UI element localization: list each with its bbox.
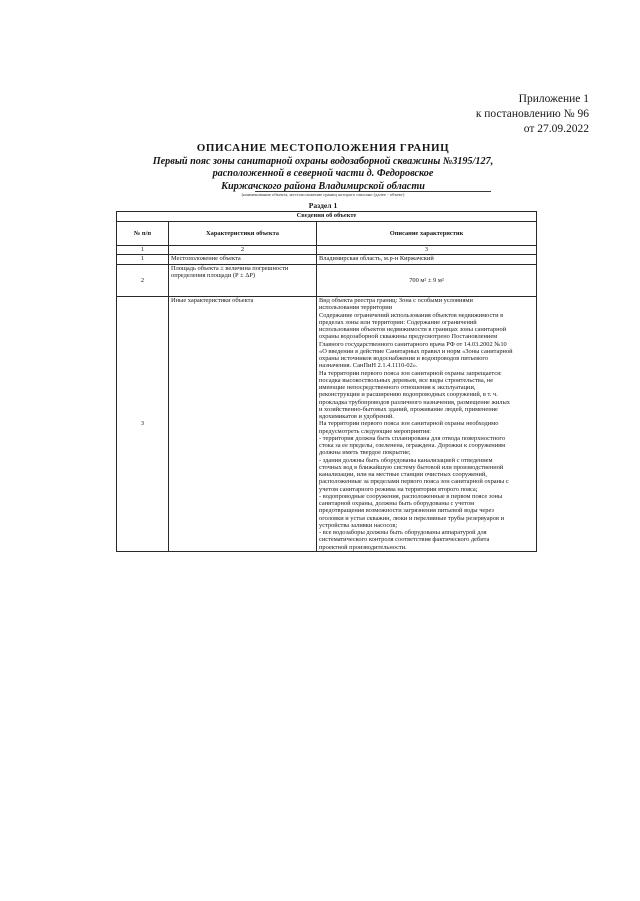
appendix-number: Приложение 1	[518, 93, 589, 105]
table-row	[117, 255, 537, 265]
object-caption: (наименование объекта, местоположение границ которого описано (далее - объект)	[241, 192, 405, 197]
row-description: Владимирская область, м.р-н Киржачский	[317, 255, 537, 265]
row-number: 3	[117, 297, 169, 552]
subtitle-line-2: расположенной в северной части д. Федоровское	[212, 168, 434, 180]
resolution-date: от 27.09.2022	[523, 123, 589, 135]
table-row	[117, 297, 537, 552]
table-row	[117, 265, 537, 297]
header-description: Описание характеристик	[317, 222, 537, 246]
resolution-number: к постановлению № 96	[475, 108, 589, 120]
section-label: Раздел 1	[308, 201, 338, 210]
row-number: 1	[117, 255, 169, 265]
row-characteristic: Местоположение объекта	[169, 255, 317, 265]
object-info-table	[116, 211, 537, 552]
header-characteristic: Характеристики объекта	[169, 222, 317, 246]
column-number-3: 3	[317, 246, 537, 255]
table-heading: Сведения об объекте	[117, 212, 537, 222]
row-number: 2	[117, 265, 169, 297]
appendix-reference	[476, 92, 589, 137]
column-number-2: 2	[169, 246, 317, 255]
column-number-row	[117, 246, 537, 255]
header-number: № п/п	[117, 222, 169, 246]
table-heading-row	[117, 212, 537, 222]
document-title: ОПИСАНИЕ МЕСТОПОЛОЖЕНИЯ ГРАНИЦ	[196, 142, 450, 154]
row-characteristic: Площадь объекта ± величина погрешности определения площади (Р ± ΔР)	[169, 265, 317, 297]
column-number-1: 1	[117, 246, 169, 255]
row-description: 700 м² ± 9 м²	[317, 265, 537, 297]
document-subtitle	[113, 156, 533, 193]
table-header-row	[117, 222, 537, 246]
subtitle-line-3: Киржачского района Владимирской области	[221, 180, 425, 192]
row-description: Вид объекта реестра границ: Зона с особыми условиями использования территории Содержание ограничений использования объектов недвижимости в пределах зоны или территории: Содержание ограничений использования объектов недвижимости в границах зоны санитарной охраны водозаборной скважины предусмотрено Постановлением Главного государственного санитарного врача РФ от 14.03.2002 №10 «О введении в действие Санитарных правил и норм «Зоны санитарной охраны источников водоснабжения и водопроводов питьевого назначения. СанПиН 2.1.4.1110-02». На территории первого пояса зон санитарной охраны запрещается: посадка высокоствольных деревьев, все виды строительства, не имеющие непосредственного отношения к эксплуатации, реконструкции и расширению водопроводных сооружений, в т. ч. прокладка трубопроводов различного назначения, размещение жилых и хозяйственно-бытовых зданий, проживание людей, применение ядохимикатов и удобрений. На территории первого пояса зон санитарной охраны необходимо предусмотреть следующие мероприятия: - территория должна быть спланирована для отвода поверхностного стока за ее пределы, озеленена, ограждена. Дорожки к сооружениям должны иметь твердое покрытие; - здания должны быть оборудованы канализацией с отведением сточных вод в ближайшую систему бытовой или производственной канализации, или на местные станции очистных сооружений, расположенные за пределами первого пояса зон санитарной охраны с учетом санитарного режима на территории второго пояса; - водопроводные сооружения, расположенные в первом поясе зоны санитарной охраны, должны быть оборудованы с учетом предотвращения возможности загрязнения питьевой воды через оголовки и устья скважин, люки и переливные трубы резервуаров и устройства заливки насосов; - все водозаборы должны быть оборудованы аппаратурой для систематического контроля соответствия фактического дебита проектной производительности.	[317, 297, 537, 552]
subtitle-line-1: Первый пояс зоны санитарной охраны водозаборной скважины №3195/127,	[152, 156, 494, 167]
row-characteristic: Иные характеристики объекта	[169, 297, 317, 552]
